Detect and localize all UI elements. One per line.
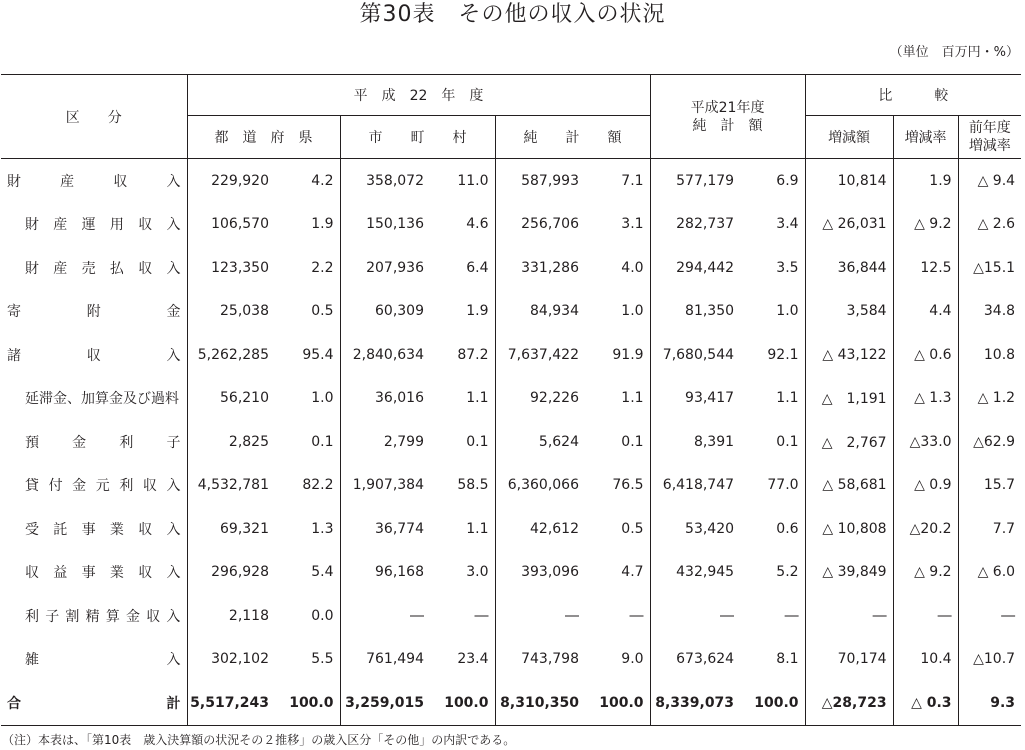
cell-muni-pct: 100.0 [430, 681, 495, 725]
cell-prev-rate: △ 1.2 [977, 390, 1016, 407]
row-label-text: 貸 付 金 元 利 収 入 [25, 478, 181, 495]
cell-rate: △ 0.3 [893, 681, 958, 725]
cell-net-pct: 9.0 [585, 638, 650, 682]
row-label-text: 収 益 事 業 収 入 [25, 565, 181, 582]
cell-rate: △ 1.3 [893, 377, 958, 421]
cell-diff: 10,814 [805, 159, 893, 203]
cell-net: 6,360,066 [507, 477, 579, 494]
cell-prev-pct: 92.1 [740, 333, 805, 377]
row-label-text: 財 産 運 用 収 入 [25, 217, 181, 234]
cell-prev: 282,737 [676, 216, 735, 233]
cell-diff: 70,174 [805, 638, 893, 682]
cell-prev-pct: ― [740, 594, 805, 638]
table-row [1, 464, 1021, 508]
cell-muni: 150,136 [366, 216, 424, 233]
cell-net: 5,624 [538, 433, 579, 450]
header-diff: 増減額 [805, 116, 893, 159]
row-label [1, 159, 187, 203]
cell-pref: 123,350 [211, 259, 269, 276]
row-label-text: 合 計 [7, 695, 181, 712]
cell-muni-pct: 58.5 [430, 464, 495, 508]
cell-pref: 229,920 [211, 172, 269, 189]
cell-muni: 36,774 [375, 520, 424, 537]
cell-prev-rate: 10.8 [983, 346, 1016, 363]
cell-prev-rate: △62.9 [973, 433, 1016, 450]
cell-prev-pct: 1.1 [740, 377, 805, 421]
cell-pref-pct: 82.2 [275, 464, 340, 508]
cell-prev-pct: 6.9 [740, 159, 805, 203]
cell-muni-pct: 6.4 [430, 246, 495, 290]
cell-diff: △ 58,681 [805, 464, 893, 508]
cell-pref: 302,102 [211, 651, 269, 668]
cell-prev-pct: 77.0 [740, 464, 805, 508]
cell-diff: △ 2,767 [805, 420, 893, 464]
cell-diff: △ 26,031 [805, 203, 893, 247]
row-label [1, 420, 187, 464]
cell-muni-pct: 1.1 [430, 377, 495, 421]
cell-net-pct: 76.5 [585, 464, 650, 508]
table-row [1, 377, 1021, 421]
cell-prev-rate: 34.8 [983, 303, 1016, 320]
header-rate: 増減率 [893, 116, 958, 159]
row-label-text: 預 金 利 子 [25, 434, 181, 451]
cell-pref: 25,038 [220, 303, 269, 320]
row-label [1, 246, 187, 290]
cell-prev: ― [720, 607, 735, 624]
cell-net-pct: 0.5 [585, 507, 650, 551]
cell-muni-pct: 4.6 [430, 203, 495, 247]
cell-muni-pct: 87.2 [430, 333, 495, 377]
row-label [1, 594, 187, 638]
cell-prev: 8,391 [693, 433, 735, 450]
table-row [1, 594, 1021, 638]
cell-rate: ― [893, 594, 958, 638]
cell-muni: 761,494 [366, 651, 424, 668]
row-label-text: 諸 収 入 [7, 347, 181, 364]
table-row [1, 420, 1021, 464]
cell-pref: 296,928 [211, 564, 269, 581]
cell-pref-pct: 100.0 [275, 681, 340, 725]
cell-pref: 69,321 [220, 520, 269, 537]
cell-net: 587,993 [521, 172, 579, 189]
cell-rate: 10.4 [893, 638, 958, 682]
cell-diff: △ 1,191 [805, 377, 893, 421]
table-title: 第30表 その他の収入の状況 [359, 2, 666, 27]
cell-prev: 577,179 [676, 172, 735, 189]
row-label [1, 290, 187, 334]
cell-rate: △ 0.9 [893, 464, 958, 508]
cell-prev: 294,442 [676, 259, 735, 276]
cell-net: 42,612 [530, 520, 579, 537]
cell-pref: 2,825 [228, 433, 269, 450]
cell-diff: ― [805, 594, 893, 638]
cell-muni-pct: ― [430, 594, 495, 638]
cell-rate: △ 0.6 [893, 333, 958, 377]
cell-prev-rate: △15.1 [973, 259, 1016, 276]
cell-muni: 36,016 [375, 390, 424, 407]
table-row [1, 551, 1021, 595]
header-compare: 比 較 [805, 75, 1021, 116]
cell-prev-rate: 9.3 [990, 694, 1016, 711]
cell-net-pct: 7.1 [585, 159, 650, 203]
cell-prev-pct: 3.5 [740, 246, 805, 290]
cell-muni: 60,309 [375, 303, 424, 320]
cell-prev-rate: △ 9.4 [977, 172, 1016, 189]
cell-pref-pct: 5.5 [275, 638, 340, 682]
cell-prev: 8,339,073 [655, 694, 735, 711]
cell-rate: △ 9.2 [893, 203, 958, 247]
cell-muni: 207,936 [366, 259, 424, 276]
cell-muni: 358,072 [366, 172, 424, 189]
cell-net: 331,286 [521, 259, 579, 276]
cell-prev-pct: 0.1 [740, 420, 805, 464]
cell-net: 393,096 [521, 564, 579, 581]
cell-muni: 3,259,015 [345, 694, 424, 711]
cell-rate: △33.0 [893, 420, 958, 464]
cell-pref-pct: 1.9 [275, 203, 340, 247]
total-row [1, 681, 1021, 725]
table-row [1, 159, 1021, 203]
cell-prev: 432,945 [676, 564, 735, 581]
cell-net: 8,310,350 [500, 694, 579, 711]
row-label-text: 寄 附 金 [7, 304, 181, 321]
cell-net-pct: 1.0 [585, 290, 650, 334]
header-h22: 平 成 22 年 度 [187, 75, 650, 116]
row-label-text: 延滞金、加算金及び過料 [25, 391, 179, 408]
row-label-text: 財 産 売 払 収 入 [25, 260, 181, 277]
cell-diff: 3,584 [805, 290, 893, 334]
cell-pref-pct: 5.4 [275, 551, 340, 595]
cell-pref-pct: 95.4 [275, 333, 340, 377]
cell-net: 7,637,422 [507, 346, 579, 363]
cell-prev: 53,420 [685, 520, 735, 537]
cell-pref-pct: 1.3 [275, 507, 340, 551]
cell-net: 256,706 [521, 216, 579, 233]
cell-prev: 81,350 [685, 303, 735, 320]
cell-prev-pct: 5.2 [740, 551, 805, 595]
cell-muni: ― [410, 607, 424, 624]
cell-muni: 96,168 [375, 564, 424, 581]
cell-net: ― [565, 607, 579, 624]
cell-pref-pct: 1.0 [275, 377, 340, 421]
row-label-text: 財 産 収 入 [7, 173, 181, 190]
row-label [1, 333, 187, 377]
cell-muni-pct: 1.1 [430, 507, 495, 551]
cell-net-pct: 91.9 [585, 333, 650, 377]
row-label [1, 638, 187, 682]
row-label [1, 464, 187, 508]
table-row [1, 333, 1021, 377]
cell-pref: 106,570 [211, 216, 269, 233]
cell-diff: △ 39,849 [805, 551, 893, 595]
header-category: 区 分 [1, 75, 187, 159]
cell-net: 84,934 [530, 303, 579, 320]
cell-prev-pct: 8.1 [740, 638, 805, 682]
table-row [1, 507, 1021, 551]
header-prev-rate: 前年度 増減率 [958, 116, 1021, 159]
row-label [1, 203, 187, 247]
cell-pref-pct: 0.0 [275, 594, 340, 638]
footnote: （注）本表は、「第10表 歳入決算額の状況その２推移」の歳入区分「その他」の内訳である。 [2, 733, 516, 747]
cell-rate: △ 9.2 [893, 551, 958, 595]
cell-prev-rate: △ 2.6 [977, 216, 1016, 233]
cell-pref: 56,210 [220, 390, 269, 407]
cell-prev-pct: 0.6 [740, 507, 805, 551]
header-prev-year: 平成21年度 純 計 額 [650, 75, 805, 159]
cell-net-pct: 1.1 [585, 377, 650, 421]
cell-muni-pct: 0.1 [430, 420, 495, 464]
cell-pref-pct: 0.1 [275, 420, 340, 464]
cell-net: 92,226 [530, 390, 579, 407]
cell-diff: △ 10,808 [805, 507, 893, 551]
cell-diff: 36,844 [805, 246, 893, 290]
header-net: 純 計 額 [495, 116, 650, 159]
header-municipal: 市 町 村 [340, 116, 495, 159]
cell-pref: 5,262,285 [197, 346, 269, 363]
cell-pref-pct: 0.5 [275, 290, 340, 334]
table-row [1, 203, 1021, 247]
cell-rate: △20.2 [893, 507, 958, 551]
cell-muni-pct: 11.0 [430, 159, 495, 203]
unit-label: （単位 百万円・%） [889, 45, 1019, 60]
table-row [1, 290, 1021, 334]
cell-prev: 673,624 [676, 651, 735, 668]
cell-pref-pct: 2.2 [275, 246, 340, 290]
row-label-text: 利 子 割 精 算 金 収 入 [25, 608, 181, 625]
row-label [1, 377, 187, 421]
cell-prev: 7,680,544 [662, 346, 735, 363]
cell-prev-pct: 3.4 [740, 203, 805, 247]
cell-net-pct: ― [585, 594, 650, 638]
cell-prev-pct: 100.0 [740, 681, 805, 725]
cell-prev-pct: 1.0 [740, 290, 805, 334]
cell-muni: 2,840,634 [352, 346, 424, 363]
cell-net-pct: 4.7 [585, 551, 650, 595]
cell-pref: 4,532,781 [197, 477, 269, 494]
cell-prev-rate: △ 6.0 [977, 564, 1016, 581]
cell-net: 743,798 [521, 651, 579, 668]
row-label [1, 507, 187, 551]
cell-pref: 5,517,243 [190, 694, 269, 711]
cell-muni-pct: 1.9 [430, 290, 495, 334]
cell-prev: 93,417 [685, 390, 735, 407]
table-row [1, 638, 1021, 682]
cell-muni-pct: 23.4 [430, 638, 495, 682]
cell-prev-rate: △10.7 [973, 651, 1016, 668]
row-label [1, 551, 187, 595]
cell-muni-pct: 3.0 [430, 551, 495, 595]
cell-pref-pct: 4.2 [275, 159, 340, 203]
cell-rate: 1.9 [893, 159, 958, 203]
income-table [1, 74, 1021, 726]
cell-net-pct: 3.1 [585, 203, 650, 247]
cell-net-pct: 4.0 [585, 246, 650, 290]
cell-rate: 12.5 [893, 246, 958, 290]
row-label-text: 受 託 事 業 収 入 [25, 521, 181, 538]
cell-diff: △28,723 [805, 681, 893, 725]
table-row [1, 246, 1021, 290]
cell-prev-rate: 15.7 [983, 477, 1016, 494]
cell-muni: 2,799 [383, 433, 424, 450]
cell-prev-rate: 7.7 [992, 520, 1016, 537]
cell-net-pct: 100.0 [585, 681, 650, 725]
row-label-text: 雑 入 [25, 652, 181, 669]
cell-net-pct: 0.1 [585, 420, 650, 464]
cell-pref: 2,118 [228, 607, 269, 624]
cell-prev-rate: ― [1001, 607, 1016, 624]
cell-rate: 4.4 [893, 290, 958, 334]
header-prefecture: 都 道 府 県 [187, 116, 340, 159]
cell-diff: △ 43,122 [805, 333, 893, 377]
cell-prev: 6,418,747 [662, 477, 735, 494]
cell-muni: 1,907,384 [352, 477, 424, 494]
row-label [1, 681, 187, 725]
